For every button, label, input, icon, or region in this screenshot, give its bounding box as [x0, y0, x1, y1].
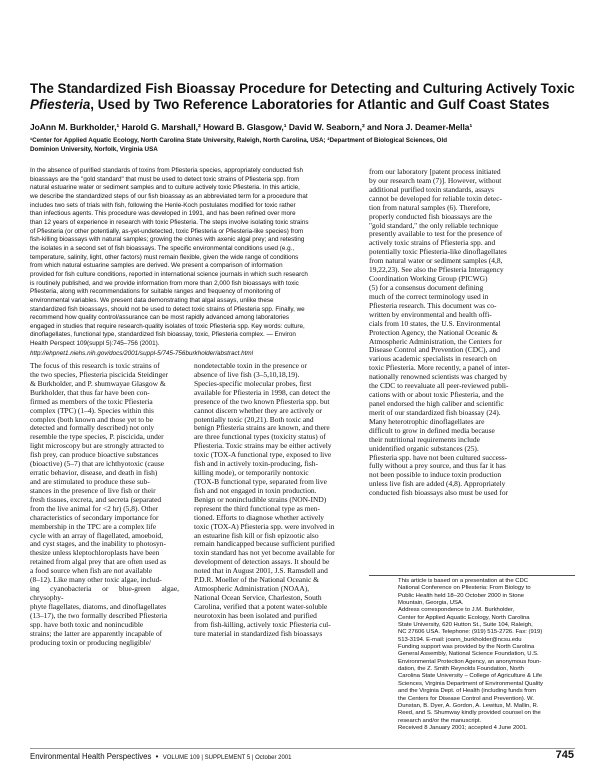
body-text-line: fully without a prey source, and thus far it has	[369, 461, 506, 471]
author-list: JoAnn M. Burkholder,¹ Harold G. Marshall,² Howard B. Glasgow,¹ David W. Seaborn,² and Nora J. Deamer-Mella¹	[30, 122, 473, 132]
body-text-line: National Ocean Service, Charleston, South	[194, 592, 322, 602]
abstract-line: includes two sets of trials with fish, following the Henle-Koch postulates modified for toxic rather	[30, 201, 296, 209]
affiliation-line-1: ¹Center for Applied Aquatic Ecology, North Carolina State University, Raleigh, North Carolina, USA; ²Department of Biological Sciences, Old	[30, 137, 448, 144]
body-text-line: the two species, Pfiesteria piscicida Steidinger	[30, 369, 168, 379]
body-text-line: retained from algal prey that are often used as	[30, 557, 167, 567]
body-text-line: and are stimulated to produce these sub-	[30, 476, 150, 486]
body-text-line: thesize unless kleptochloroplasts have been	[30, 548, 160, 558]
body-text-line: Pfiesteria. Toxic strains may be either actively	[194, 441, 332, 451]
body-text-line: Protection Agency, the National Oceanic &	[369, 327, 498, 337]
body-text-line: ture material in standardized fish bioassays	[194, 628, 323, 638]
body-text-line: unless live fish are added (4,8). Appropriately	[369, 479, 506, 489]
body-text-line: potentially toxic Pfiesteria-like dinoflagellates	[369, 247, 507, 257]
affiliation-line-2: Dominion University, Norfolk, Virginia USA	[30, 145, 158, 153]
body-text-line: development of detection assays. It should be	[194, 557, 330, 567]
body-text-line: toxin standard has not yet become available for	[194, 548, 335, 558]
abstract-line: the isolates in a second set of fish bioassays. The specific environmental conditions used (e.g.,	[30, 244, 295, 252]
body-text-line: from the live animal for <2 hr) (5,8). Other	[30, 503, 159, 513]
footnote-line: Sciences, Virginia Department of Environmental Quality	[398, 680, 543, 687]
body-text-line: (bioactive) (5–7) that are ichthyotoxic (cause	[30, 459, 165, 469]
abstract-line: from which natural estuarine samples are derived. We present a comparison of information	[30, 262, 283, 270]
body-text-line: from fish-killing, actively toxic Pfiesteria cul-	[194, 619, 331, 629]
body-text-line: cations with or about toxic Pfiesteria, and the	[369, 390, 504, 400]
body-text-line: and cyst stages, and the inability to photosyn-	[30, 539, 166, 549]
footnote-line: General Assembly, National Science Foundation, U.S.	[398, 651, 539, 658]
footnote-line: research and/or the manuscript.	[398, 717, 482, 724]
footnote-line: This article is based on a presentation at the CDC	[398, 578, 528, 584]
page-number: 745	[555, 749, 574, 761]
body-text-line: a food source when fish are not available	[30, 566, 153, 576]
footnote-line: Reed, and S. Shumway kindly provided counsel on the	[398, 710, 541, 717]
body-text-line: noted that in August 2001, J.S. Ramsdell and	[194, 566, 328, 576]
body-text-line: fish and in actively toxin-producing, fish-	[194, 459, 318, 469]
body-text-line: remain handicapped because sufficient purified	[194, 539, 335, 549]
body-text-line: firmed as members of the toxic Pfiesteria	[30, 396, 153, 406]
body-text-line: erratic behavior, disease, and death in fish)	[30, 468, 158, 478]
footnote-line: Funding support was provided by the North Carolina	[398, 644, 535, 651]
article-title	[30, 81, 575, 113]
body-text-line: membership in the TPC are a complex life	[30, 521, 157, 531]
body-text-line: "gold standard," the only reliable technique	[369, 220, 499, 230]
footnote-line: Environmental Protection Agency, an anonymous foun-	[398, 658, 542, 665]
abstract-line: natural estuarine water or sediment samples and to culture actively toxic Pfiesteria. In this article,	[30, 184, 300, 192]
abstract-line: is routinely published, and we provide information from more than 2,000 fish bioassays with toxic	[30, 279, 299, 287]
journal-volume: VOLUME 109 | SUPPLEMENT 5 | October 2001	[162, 755, 292, 761]
body-text-line: not been possible to induce toxin production	[369, 470, 502, 480]
footnote-line: Address correspondence to J.M. Burkholder,	[398, 607, 515, 614]
body-text-line: properly conducted fish bioassays are the	[369, 211, 492, 221]
body-column-2	[194, 362, 343, 639]
body-text-line: cannot be developed for reliable toxin detec-	[369, 193, 502, 203]
body-text-line: presence of the two known Pfiesteria spp. but	[194, 396, 330, 406]
body-column-1	[30, 362, 179, 648]
body-text-line: by our research team (7)]. However, without	[369, 175, 502, 185]
body-text-line: (13–17), the two formally described Pfiesteria	[30, 610, 168, 620]
body-text-line: strains; the latter are apparently incapable of	[30, 628, 163, 638]
body-text-line: neurotoxin has been isolated and purified	[194, 610, 317, 620]
body-text-line: toxic (TOX-A functional type, exposed to live	[194, 450, 332, 460]
body-text-line: conducted fish bioassays also must be used for	[369, 488, 509, 498]
footnote-line: Mountain, Georgia, USA.	[398, 600, 464, 607]
body-text-line: fish and not engaged in toxin production.	[194, 485, 317, 495]
body-text-line: cycle with an array of flagellated, amoeboid,	[30, 530, 163, 540]
footer-rule	[30, 748, 575, 749]
abstract-url-link[interactable]: http://ehpnet1.niehs.nih.gov/docs/2001/suppl-5/745-756burkholder/abstract.html	[30, 349, 253, 357]
body-text-line: absence of live fish (3–5,10,18,19).	[194, 369, 300, 379]
abstract-line: Health Perspect 109(suppl 5):745–756 (2001).	[30, 340, 160, 348]
body-text-line: P.D.R. Moeller of the National Oceanic &	[194, 575, 319, 585]
body-text-line: 19,22,23). See also the Pfiesteria Interagency	[369, 265, 504, 275]
body-text-line: cials from 10 states, the U.S. Environmental	[369, 318, 501, 328]
abstract-line: of Pfiesteria (or other potentially, as-yet-undetected, toxic Pfiesteria or Pfiesteria-like species) from	[30, 227, 304, 235]
footnote-line: 513-3194. E-mail: joann_burkholder@ncsu.edu	[398, 636, 522, 643]
body-text-line: tion from natural samples (6). Therefore,	[369, 202, 491, 212]
footnote-separator	[369, 575, 575, 576]
abstract	[30, 167, 357, 358]
abstract-line: temperature, salinity, light, other factors) must remain flexible, given the wide range of conditions	[30, 253, 299, 261]
body-text-line: actively toxic strains of Pfiesteria spp. and	[369, 238, 496, 248]
body-text-line: Benign or nonincludible strains (NON-IND)	[194, 494, 327, 504]
abstract-line: environmental variables. We present data demonstrating that algal assays, unlike these	[30, 296, 274, 304]
body-text-line: are three functional types (toxicity status) of	[194, 432, 326, 442]
body-text-line: detected and formally described) not only	[30, 423, 155, 433]
body-text-line: Disease Control and Prevention (CDC), and	[369, 345, 500, 355]
body-text-line: an estuarine fish kill or fish epizootic also	[194, 530, 319, 540]
body-text-line: presently available to test for the presence of	[369, 229, 503, 239]
body-text-line: Many heterotrophic dinoflagellates are	[369, 416, 485, 426]
body-text-line: (8–12). Like many other toxic algae, includ-	[30, 575, 162, 585]
body-text-line: from natural water or sediment samples (4,8,	[369, 256, 503, 266]
body-text-line: producing toxin or producing negligible/	[30, 637, 152, 647]
journal-name: Environmental Health Perspectives	[30, 752, 152, 761]
body-text-line: & Burkholder, and P. shumwayae Glasgow &	[30, 378, 166, 388]
body-text-line: additional purified toxin standards, assays	[369, 184, 494, 194]
body-text-line: nationally renowned scientists was charged by	[369, 372, 508, 382]
body-text-line: available for Pfiesteria in 1998, can detect the	[194, 387, 331, 397]
body-text-line: ing cyanobacteria or blue-green algae, chrysophy-	[30, 584, 179, 602]
body-text-line: Coordination Working Group (PICWG)	[369, 274, 488, 284]
footnote-line: the Centers for Disease Control and Prevention). W.	[398, 695, 534, 702]
abstract-line: dinoflagellates, functional type, standardized fish bioassay, toxic, Pfiesteria complex. — Environ	[30, 331, 296, 339]
body-text-line: nondetectable toxin in the presence or	[194, 361, 307, 370]
abstract-line: than infectious agents. This procedure was developed in 1991, and has been refined over more	[30, 210, 296, 218]
abstract-line: provided for fish culture conditions, reported in international science journals in which such research	[30, 270, 308, 278]
abstract-line: Pfiesteria, along with recommendations for suitable ranges and frequency of monitoring of	[30, 288, 281, 296]
footnote-line: and the Virginia Dept. of Health (including funds from	[398, 688, 537, 695]
abstract-line: than 12 years of experience in research with toxic Pfiesteria. The steps involve isolating toxic strains	[30, 218, 309, 226]
footnote-line: State University, 620 Hutton St., Suite 104, Raleigh,	[398, 622, 533, 629]
body-text-line: complex (both known and those yet to be	[30, 414, 153, 424]
footnote-line: Dunstan, B. Dyer, A. Gordon, A. Lewitus, M. Mallin, R.	[398, 702, 539, 709]
body-text-line: Atmospheric Administration, the Centers for	[369, 336, 502, 346]
abstract-line: fish-killing bioassays with natural samples; growing the clones with axenic algal prey; and retesting	[30, 236, 305, 244]
body-text-line: Pfiesteria research. This document was co-	[369, 300, 497, 310]
body-text-line: toxic Pfiesteria. More recently, a panel of inter-	[369, 363, 510, 373]
footnote-line: Carolina State University – College of Agriculture & Life	[398, 673, 543, 680]
body-text-line: characteristics of secondary importance for	[30, 512, 159, 522]
affiliations	[30, 137, 575, 154]
body-text-line: benign Pfiesteria strains are known, and there	[194, 423, 330, 433]
body-text-line: killing mode), or temporarily nontoxic	[194, 468, 309, 478]
body-text-line: represent the third functional type as men-	[194, 503, 320, 513]
abstract-line: we describe the standardized steps of our fish bioassay as an abbreviated term for a procedure that	[30, 192, 308, 200]
title-genus: Pfiesteria	[30, 97, 91, 112]
body-column-3	[369, 168, 575, 498]
abstract-line: In the absence of purified standards of toxins from Pfiesteria species, appropriately conducted fish	[30, 167, 304, 174]
footnote-line: Received 8 January 2001; accepted 4 June 2001.	[398, 724, 528, 731]
body-text-line: The focus of this research is toxic strains of	[30, 361, 160, 370]
body-text-line: the CDC to reevaluate all peer-reviewed publi-	[369, 381, 509, 391]
body-text-line: unidentified organic substances (25).	[369, 443, 479, 453]
body-text-line: resemble the type species, P. piscicida, under	[30, 432, 164, 442]
body-text-line: complex (TPC) (1–4). Species within this	[30, 405, 154, 415]
footnote-line: dation, the Z. Smith Reynolds Foundation, North	[398, 666, 525, 673]
footnote-line: Center for Applied Aquatic Ecology, North Carolina	[398, 614, 530, 621]
body-text-line: (TOX-B functional type, separated from live	[194, 476, 327, 486]
body-text-line: toxic (TOX-A) Pfiesteria spp. were involved in	[194, 521, 335, 531]
abstract-line: engaged in studies that require research-quality isolates of toxic Pfiesteria spp. Key words: culture,	[30, 322, 305, 330]
body-text-line: tioned. Efforts to diagnose whether actively	[194, 512, 324, 522]
footnote-line: Public Health held 18–20 October 2000 in Stone	[398, 592, 525, 599]
footnote-line: National Conference on Pfiesteria: From Biology to	[398, 585, 531, 592]
body-text-line: stances in the presence of live fish or their	[30, 485, 156, 495]
body-text-line: fresh tissues, excreta, and secreta (separated	[30, 494, 162, 504]
body-text-line: Species-specific molecular probes, first	[194, 378, 312, 388]
body-text-line: from our laboratory [patent process initiated	[369, 167, 501, 176]
body-text-line: Pfiesteria spp. have not been cultured success-	[369, 452, 508, 462]
footnote-line: NC 27606 USA. Telephone: (919) 515-2726. Fax: (919)	[398, 629, 543, 636]
body-text-line: spp. have both toxic and nonincudible	[30, 619, 144, 629]
body-text-line: much of the correct terminology used in	[369, 291, 489, 301]
body-text-line: fish prey, can produce bioactive substances	[30, 450, 159, 460]
body-text-line: their nutritional requirements include	[369, 434, 480, 444]
body-text-line: various academic specialists in research on	[369, 354, 497, 364]
abstract-line: recommend how quality control/assurance can be most rapidly advanced among laboratories	[30, 314, 290, 322]
body-text-line: written by environmental and health offi-	[369, 309, 492, 319]
title-line-2-rest: , Used by Two Reference Laboratories for Atlantic and Gulf Coast States	[90, 97, 550, 112]
body-text-line: light microscopy but are strongly attracted to	[30, 441, 164, 451]
title-line-2	[30, 97, 575, 113]
body-text-line: Carolina, verified that a potent water-soluble	[194, 601, 328, 611]
body-text-line: merit of our standardized fish bioassay (24).	[369, 407, 501, 417]
body-text-line: Atmospheric Administration (NOAA),	[194, 584, 310, 594]
body-text-line: potentially toxic (20,21). Both toxic and	[194, 414, 314, 424]
abstract-line: standardized fish bioassays, should not be used to detect toxic strains of Pfiesteria spp. Finally, we	[30, 305, 305, 313]
abstract-line: bioassays are the "gold standard" that must be used to detect toxic strains of Pfiesteria spp. from	[30, 175, 300, 183]
body-text-line: panel endorsed the high caliber and scientific	[369, 398, 504, 408]
title-line-1: The Standardized Fish Bioassay Procedure for Detecting and Culturing Actively Toxic	[30, 81, 575, 96]
body-text-line: Burkholder, that thus far have been con-	[30, 387, 150, 397]
body-text-line: difficult to grow in defined media because	[369, 425, 495, 435]
body-text-line: (5) for a consensus document defining	[369, 282, 484, 292]
journal-footer: Environmental Health Perspectives • VOLUME 109 | SUPPLEMENT 5 | October 2001	[30, 752, 292, 761]
article-footnotes	[398, 578, 575, 732]
body-text-line: cannot discern whether they are actively or	[194, 405, 323, 415]
body-text-line: phyte flagellates, diatoms, and dinoflagellates	[30, 601, 167, 611]
